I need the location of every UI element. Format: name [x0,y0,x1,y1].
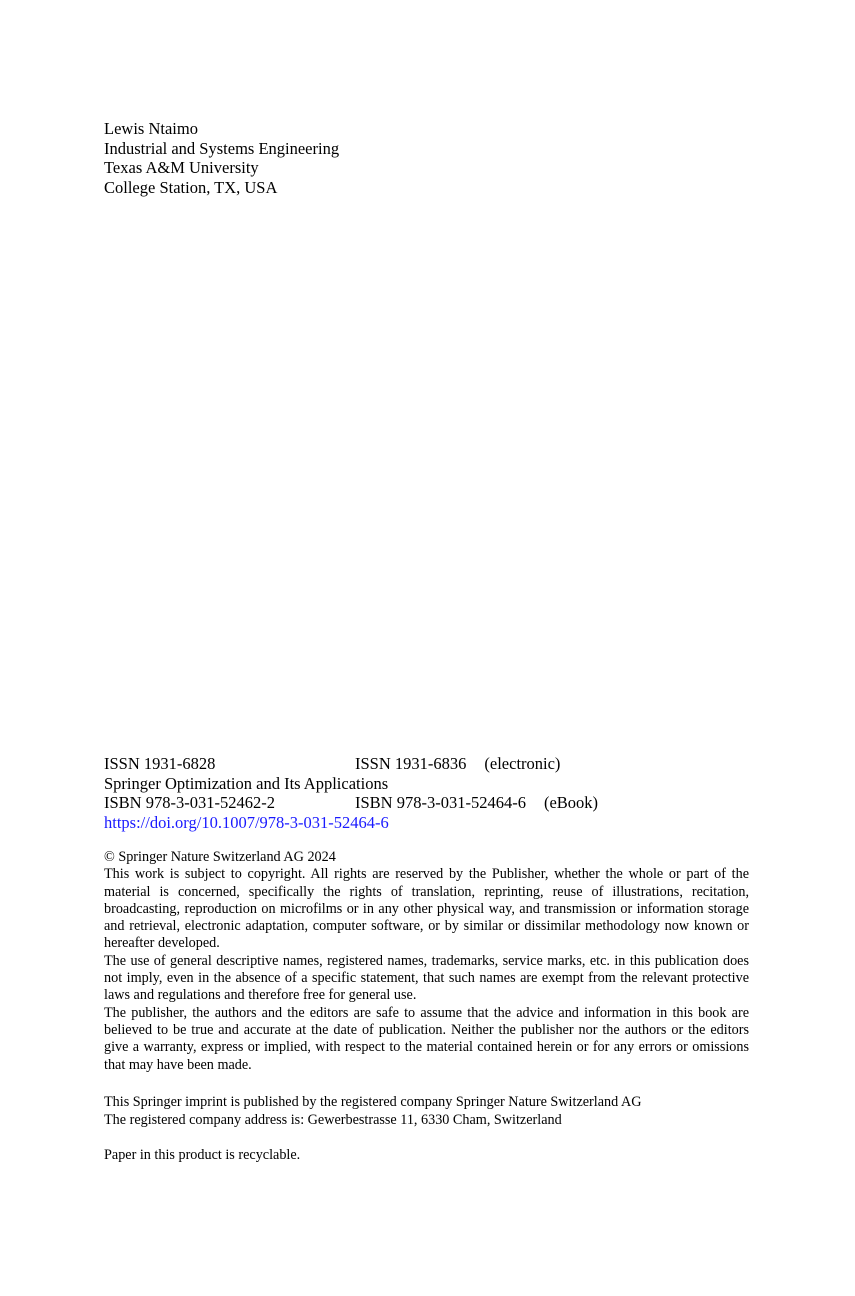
recyclable-note: Paper in this product is recyclable. [104,1147,301,1163]
publication-info [104,754,764,832]
issn-print: ISSN 1931-6828 [104,754,216,773]
issn-electronic-note: (electronic) [484,754,561,773]
company-address: The registered company address is: Gewerbestrasse 11, 6330 Cham, Switzerland [104,1112,562,1128]
series-row [104,774,764,794]
author-location: College Station, TX, USA [104,177,278,197]
isbn-ebook: ISBN 978-3-031-52464-6 [355,793,526,812]
series-title: Springer Optimization and Its Applications [104,773,389,793]
author-university: Texas A&M University [104,158,259,177]
names-paragraph: The use of general descriptive names, registered names, trademarks, service marks, etc. in this publication does not imply, even in the absence of a specific statement, that such names are exempt from the relevant protective laws and regulations and therefore free for general use. [104,952,749,1004]
imprint-info [104,1093,641,1129]
legal-notice [104,849,749,1074]
isbn-row [104,793,764,813]
copyright-line: © Springer Nature Switzerland AG 2024 [104,849,336,865]
issn-row [104,754,764,774]
rights-paragraph: This work is subject to copyright. All rights are reserved by the Publisher, whether the whole or part of the material is concerned, specifically the rights of translation, reprinting, reuse of illustrations, recitation, broadcasting, reproduction on microfilms or in any other physical way, and transmission or information storage and retrieval, electronic adaptation, computer software, or by similar or dissimilar methodology now known or hereafter developed. [104,866,749,952]
isbn-print: ISBN 978-3-031-52462-2 [104,793,275,812]
issn-electronic: ISSN 1931-6836 [355,754,467,773]
doi-row [104,813,764,833]
isbn-ebook-note: (eBook) [543,793,599,812]
author-name: Lewis Ntaimo [104,119,198,138]
author-affiliation [104,119,339,197]
warranty-paragraph: The publisher, the authors and the editors are safe to assume that the advice and information in this book are believed to be true and accurate at the date of publication. Neither the publisher nor the authors or the editors give a warranty, express or implied, with respect to the material contained herein or for any errors or omissions that may have been made. [104,1004,749,1073]
imprint-line: This Springer imprint is published by the registered company Springer Nature Switzerland AG [104,1094,642,1110]
doi-link[interactable]: https://doi.org/10.1007/978-3-031-52464-6 [104,812,389,832]
author-department: Industrial and Systems Engineering [104,138,340,158]
